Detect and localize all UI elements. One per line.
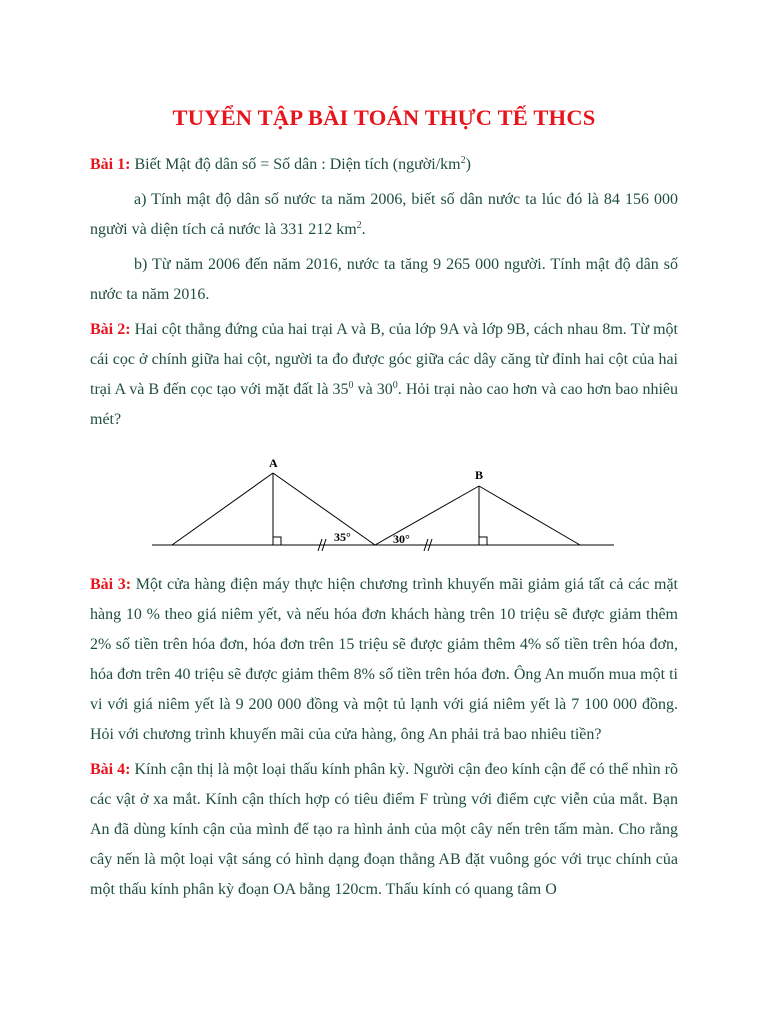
rope-b-right xyxy=(479,486,580,545)
label-a: A xyxy=(269,456,278,470)
angle-label-b: 30° xyxy=(393,532,410,546)
tent-poles-diagram xyxy=(90,440,678,570)
bai1-label: Bài 1: xyxy=(90,156,131,173)
document-title: TUYỂN TẬP BÀI TOÁN THỰC TẾ THCS xyxy=(172,105,596,130)
bai1-a-text: a) Tính mật độ dân số nước ta năm 2006, biết số dân nước ta lúc đó là 84 156 000 người và diện tích cả nước là 331 212 km xyxy=(90,191,678,238)
bai4-paragraph xyxy=(90,755,678,905)
bai2-label: Bài 2: xyxy=(90,321,131,338)
document-page xyxy=(90,100,678,910)
tent-poles-figure xyxy=(90,440,678,570)
rope-b-left xyxy=(375,486,479,545)
right-angle-b xyxy=(479,537,487,545)
bai2-text1: Hai cột thẳng đứng của hai trại A và B, của lớp 9A và lớp 9B, cách nhau 8m. Từ một cái cọc ở chính giữa hai cột, người ta đo được góc giữa các dây căng từ đỉnh hai cột của hai trại A và B đến cọc tạo với mặt đất là 35 xyxy=(90,321,679,398)
bai1-a-sup: 2 xyxy=(356,220,362,231)
rope-a-right xyxy=(273,473,375,545)
angle-label-a: 35° xyxy=(334,530,351,544)
bai1-part-a xyxy=(90,185,678,245)
bai3-label: Bài 3: xyxy=(90,576,132,593)
bai2-sup1: 0 xyxy=(348,380,354,391)
bai4-text: Kính cận thị là một loại thấu kính phân kỳ. Người cận đeo kính cận để có thể nhìn rõ các vật ở xa mắt. Kính cận thích hợp có tiêu điểm F trùng với điểm cực viễn của mắt. Bạn An đã dùng kính cận của mình để tạo ra hình ảnh của một cây nến trên tấm màn. Cho rằng cây nến là một loại vật sáng có hình dạng đoạn thẳng AB đặt vuông góc với trục chính của một thấu kính phân kỳ đoạn OA bằng 120cm. Thấu kính có quang tâm O xyxy=(90,761,678,898)
rope-a-left xyxy=(172,473,273,545)
bai1-intro-text: Biết Mật độ dân số = Số dân : Diện tích (người/km xyxy=(130,156,461,173)
right-angle-a xyxy=(273,537,281,545)
bai1-intro xyxy=(90,150,678,180)
bai3-text: Một cửa hàng điện máy thực hiện chương trình khuyến mãi giảm giá tất cả các mặt hàng 10 % theo giá niêm yết, và nếu hóa đơn khách hàng trên 10 triệu sẽ được giảm thêm 2% số tiền trên hóa đơn, hóa đơn trên 15 triệu sẽ được giảm thêm 4% số tiền trên hóa đơn, hóa đơn trên 40 triệu sẽ được giảm thêm 8% số tiền trên hóa đơn. Ông An muốn mua một ti vi với giá niêm yết là 9 200 000 đồng và một tủ lạnh với giá niêm yết là 7 100 000 đồng. Hỏi với chương trình khuyến mãi của cửa hàng, ông An phải trả bao nhiêu tiền? xyxy=(90,576,678,743)
bai1-intro-sup: 2 xyxy=(460,155,466,166)
bai4-label: Bài 4: xyxy=(90,761,131,778)
bai3-paragraph xyxy=(90,570,678,750)
bai1-part-b: b) Từ năm 2006 đến năm 2016, nước ta tăng 9 265 000 người. Tính mật độ dân số nước ta năm 2016. xyxy=(90,256,678,303)
bai2-text2: và 30 xyxy=(353,381,393,398)
label-b: B xyxy=(475,468,484,482)
bai1-intro-end: ) xyxy=(465,156,471,173)
bai2-sup2: 0 xyxy=(392,380,398,391)
bai2-paragraph xyxy=(90,315,678,435)
bai1-a-end: . xyxy=(361,221,366,238)
bai2-text3: . Hỏi trại nào cao hơn và cao hơn bao nhiêu mét? xyxy=(90,381,679,428)
